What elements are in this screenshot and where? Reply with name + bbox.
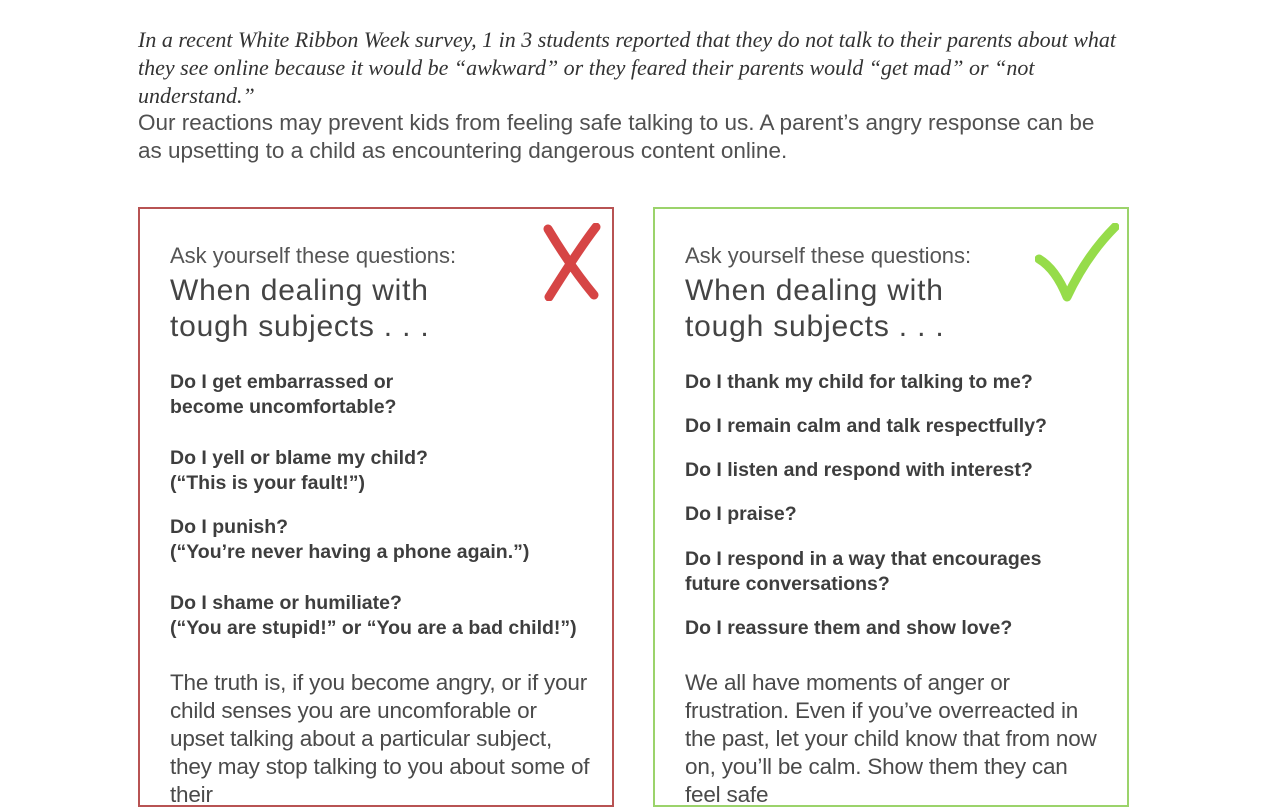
- reactions-to-avoid-box: [138, 207, 614, 807]
- x-mark-icon: [542, 223, 602, 301]
- question-item: Do I get embarrassed or become uncomfortable?: [170, 371, 397, 418]
- check-mark-icon: [1035, 223, 1119, 303]
- question-item: Do I remain calm and talk respectfully?: [685, 415, 1047, 437]
- box-closing-text: The truth is, if you become angry, or if your child senses you are uncomforable or upset talking about a particular subject, they may stop talking to you about some of their: [170, 670, 590, 807]
- reactions-to-practice-box: [653, 207, 1129, 807]
- question-item: Do I listen and respond with interest?: [685, 459, 1033, 481]
- question-item: Do I shame or humiliate? (“You are stupid!” or “You are a bad child!”): [170, 592, 577, 639]
- reactions-paragraph: Our reactions may prevent kids from feeling safe talking to us. A parent’s angry response can be as upsetting to a child as encountering dangerous content online.: [138, 110, 1095, 163]
- ask-yourself-label: Ask yourself these questions:: [685, 243, 972, 268]
- question-item: Do I praise?: [685, 503, 797, 525]
- cropped-previous-line: [140, 0, 1140, 6]
- question-item: Do I thank my child for talking to me?: [685, 371, 1033, 393]
- question-item: Do I yell or blame my child? (“This is your fault!”): [170, 447, 428, 494]
- box-heading: When dealing with tough subjects . . .: [685, 274, 945, 343]
- question-item: Do I punish? (“You’re never having a phone again.”): [170, 516, 530, 563]
- question-item: Do I respond in a way that encourages future conversations?: [685, 548, 1042, 595]
- ask-yourself-label: Ask yourself these questions:: [170, 243, 457, 268]
- survey-quote: In a recent White Ribbon Week survey, 1 in 3 students reported that they do not talk to their parents about what they see online because it would be “awkward” or they feared their parents would “get mad” or “not understand.”: [138, 27, 1117, 108]
- box-closing-text: We all have moments of anger or frustration. Even if you’ve overreacted in the past, let your child know that from now on, you’ll be calm. Show them they can feel safe: [685, 670, 1097, 807]
- box-heading: When dealing with tough subjects . . .: [170, 274, 430, 343]
- question-item: Do I reassure them and show love?: [685, 617, 1013, 639]
